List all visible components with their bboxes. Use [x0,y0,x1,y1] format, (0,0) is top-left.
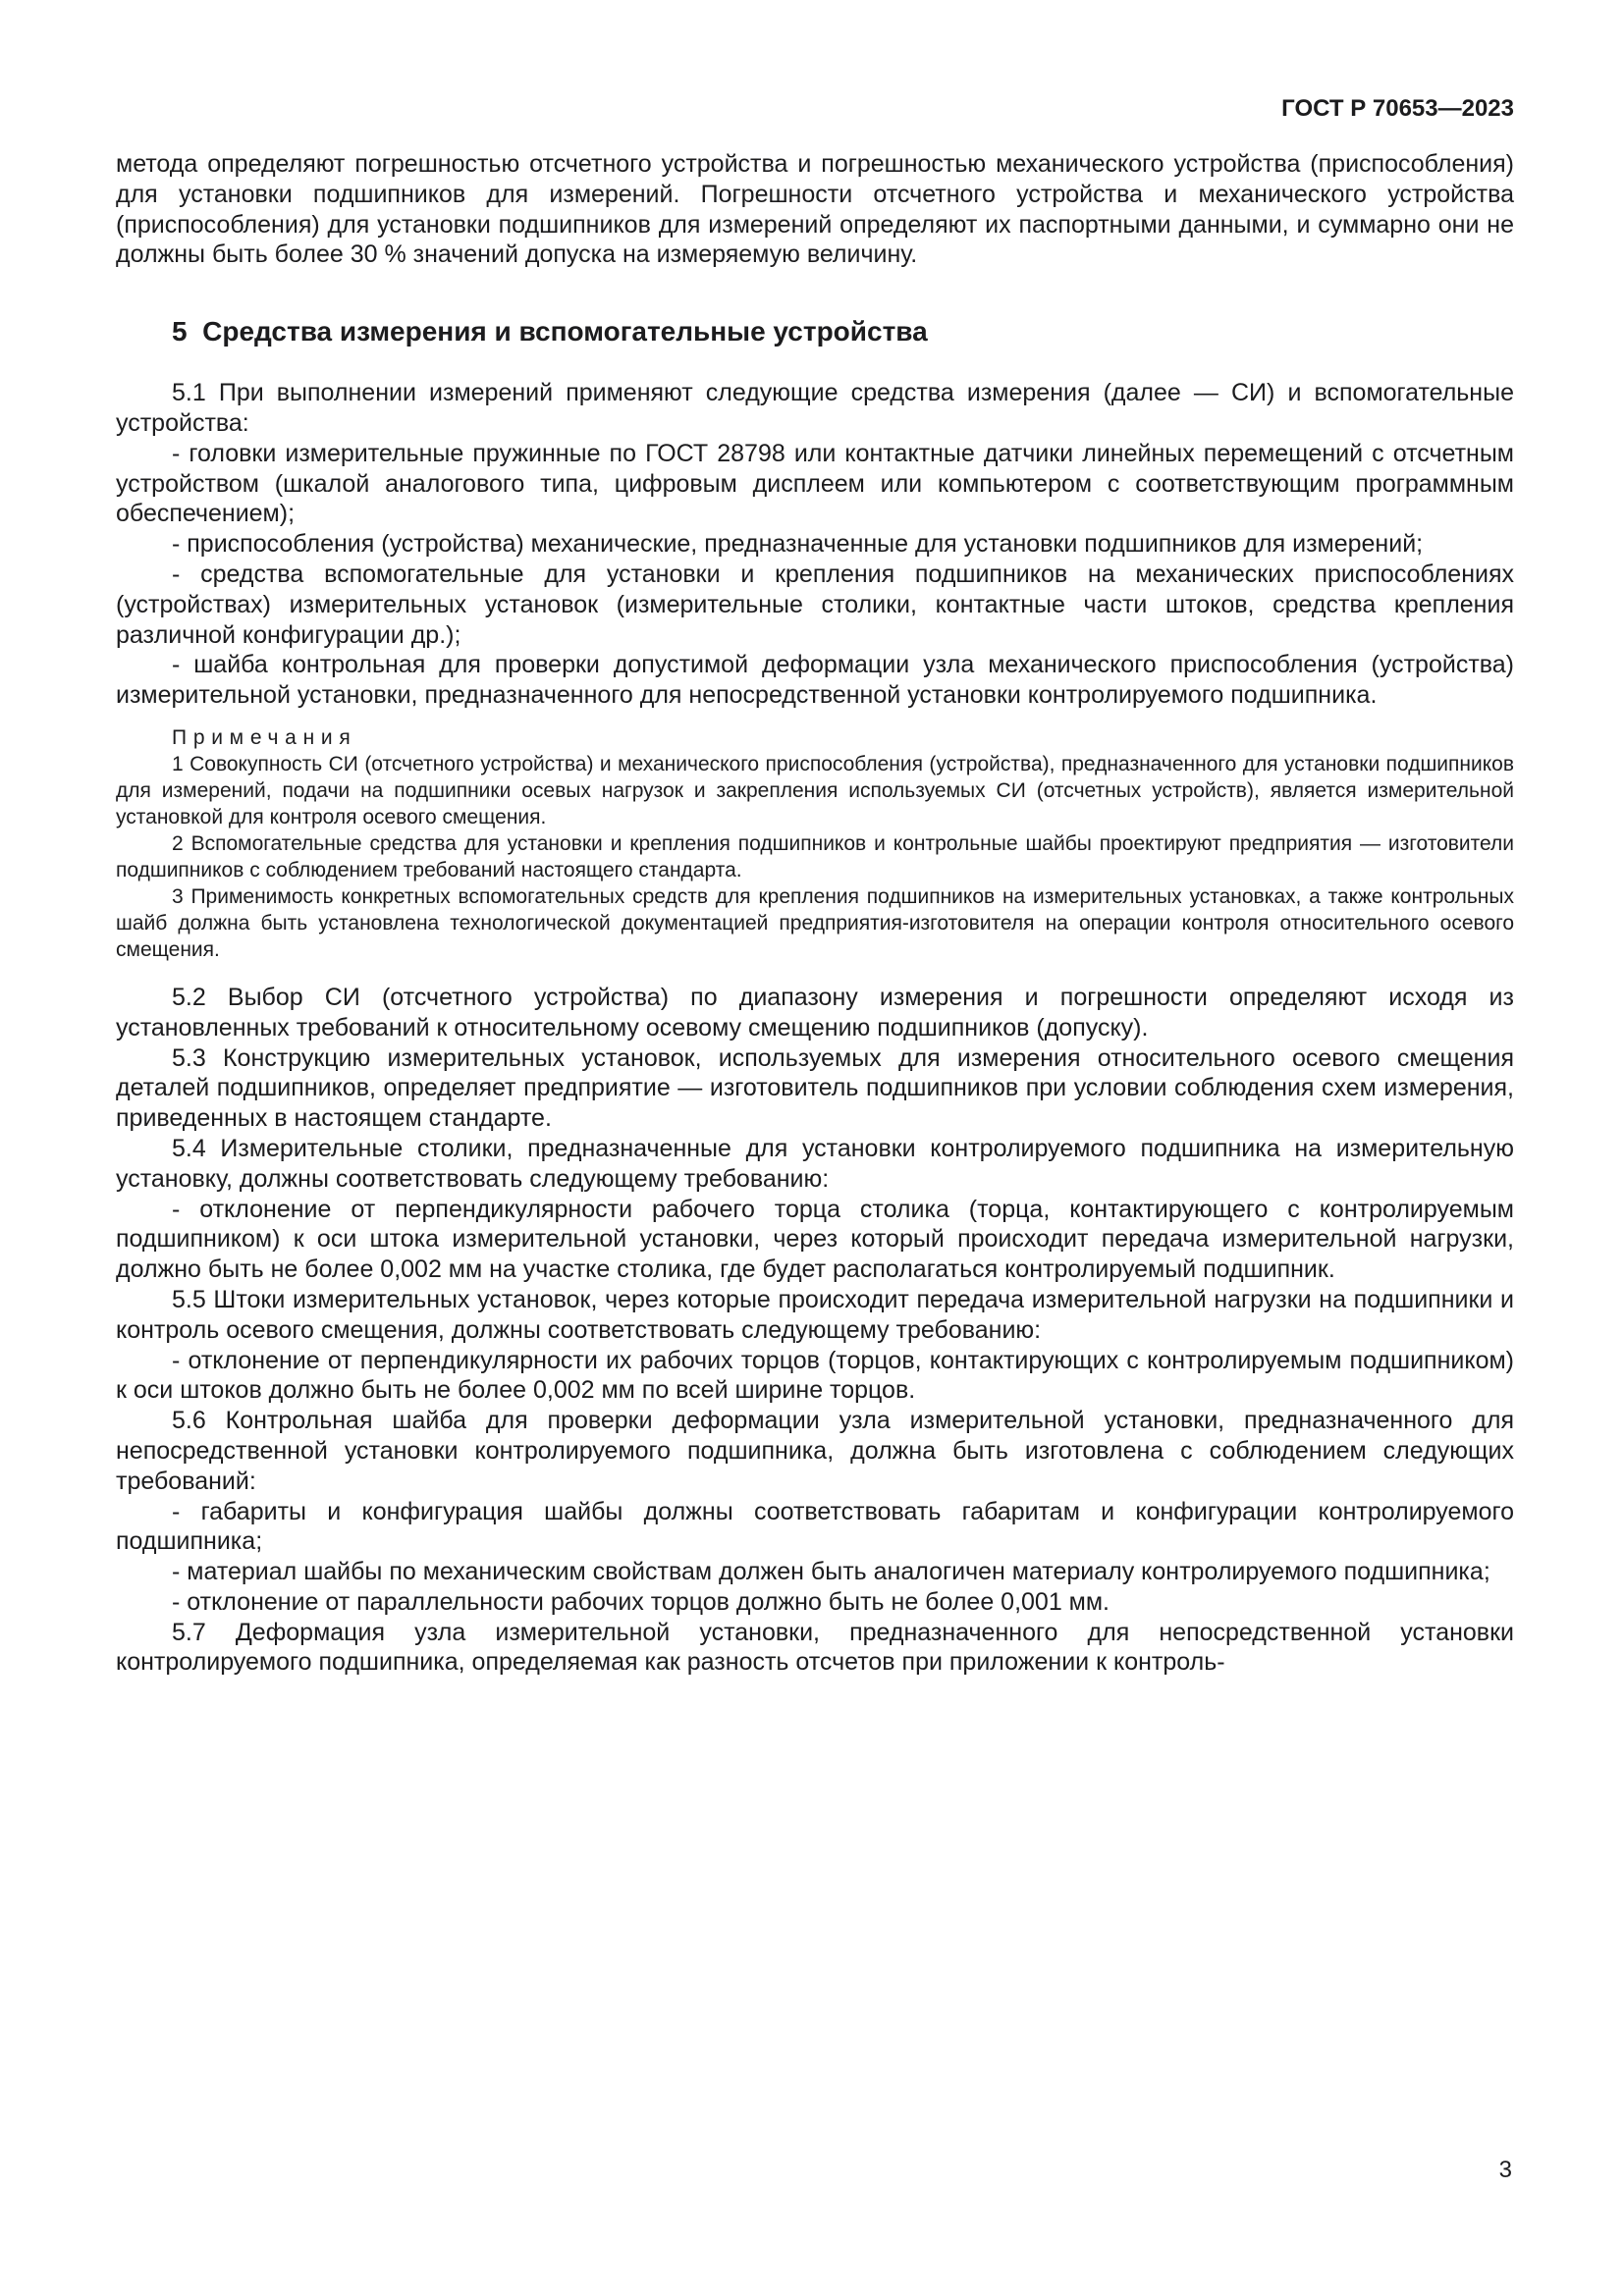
note-2: 2 Вспомогательные средства для установки и крепления подшипников и контрольные шайбы проектируют предприятия — изготовители подшипников с соблюдением требований настоящего стандарта. [116,831,1514,881]
clause-5-6: 5.6 Контрольная шайба для проверки деформации узла измерительной установки, предназначенного для непосредственной установки контролируемого подшипника, должна быть изготовлена с соблюдением следующих требований: [116,1407,1514,1495]
list-item-table-perpendicularity: - отклонение от перпендикулярности рабочего торца столика (торца, контактирующего с контролируемым подшипником) к оси штока измерительной установки, через который происходит передача измерительной нагрузки, должно быть не более 0,002 мм на участке столика, где будет располагаться контролируемый подшипник. [116,1195,1514,1284]
list-item-washer-parallelism: - отклонение от параллельности рабочих торцов должно быть не более 0,001 мм. [172,1587,1110,1616]
section-5-heading: 5 Средства измерения и вспомогательные устройства [172,316,928,347]
paragraph-method-accuracy: метода определяют погрешностью отсчетного устройства и погрешностью механического устройства (приспособления) для установки подшипников для измерений. Погрешности отсчетного устройства и механического устройства (приспособления) для установки подшипников для измерений определяют их паспортными данными, и суммарно они не должны быть более 30 % значений допуска на измеряемую величину. [116,150,1514,269]
list-item-washer-dimensions: - габариты и конфигурация шайбы должны соответствовать габаритам и конфигурации контролируемого подшипника; [116,1497,1514,1556]
list-item-washer-material: - материал шайбы по механическим свойствам должен быть аналогичен материалу контролируемого подшипника; [172,1558,1490,1586]
list-item-control-washer: - шайба контрольная для проверки допустимой деформации узла механического приспособления (устройства) измерительной установки, предназначенного для непосредственной установки контролируемого подшипника. [116,651,1514,710]
list-item-auxiliary-means: - средства вспомогательные для установки и крепления подшипников на механических приспособлениях (устройствах) измерительных установок (измерительные столики, контактные части штоков, средства крепления различной конфигурации др.); [116,560,1514,649]
clause-5-3: 5.3 Конструкцию измерительных установок, используемых для измерения относительного осевого смещения деталей подшипников, определяет предприятие — изготовитель подшипников при условии соблюдения схем измерения, приведенных в настоящем стандарте. [116,1043,1514,1133]
document-body [116,149,1514,1678]
clause-5-2: 5.2 Выбор СИ (отсчетного устройства) по диапазону измерения и погрешности определяют исходя из установленных требований к относительному осевому смещению подшипников (допуску). [116,983,1514,1041]
page-number: 3 [1498,2157,1512,2183]
clause-5-1: 5.1 При выполнении измерений применяют следующие средства измерения (далее — СИ) и вспомогательные устройства: [116,379,1514,437]
clause-5-7: 5.7 Деформация узла измерительной установки, предназначенного для непосредственной установки контролируемого подшипника, определяемая как разность отсчетов при приложении к контроль- [116,1618,1514,1677]
doc-number: ГОСТ Р 70653—2023 [1281,95,1514,122]
note-1: 1 Совокупность СИ (отсчетного устройства) и механического приспособления (устройства), предназначенного для установки подшипников для измерений, подачи на подшипники осевых нагрузок и закрепления используемых СИ (отсчетных устройств), является измерительной установкой для контроля осевого смещения. [116,752,1514,828]
page-footer [1499,2156,1512,2185]
list-item-mechanical-devices: - приспособления (устройства) механические, предназначенные для установки подшипников для измерений; [172,530,1424,559]
notes-label: Примечания [172,725,357,749]
note-3: 3 Применимость конкретных вспомогательных средств для крепления подшипников на измерительных установках, а также контрольных шайб должна быть установлена технологической документацией предприятия-изготовителя на операции контроля относительного осевого смещения. [116,884,1514,961]
list-item-rod-perpendicularity: - отклонение от перпендикулярности их рабочих торцов (торцов, контактирующих с контролируемым подшипником) к оси штоков должно быть не более 0,002 мм по всей ширине торцов. [116,1346,1514,1405]
page-header [116,94,1514,124]
clause-5-4: 5.4 Измерительные столики, предназначенные для установки контролируемого подшипника на измерительную установку, должны соответствовать следующему требованию: [116,1134,1514,1193]
clause-5-5: 5.5 Штоки измерительных установок, через которые происходит передача измерительной нагрузки на подшипники и контроль осевого смещения, должны соответствовать следующему требованию: [116,1285,1514,1344]
list-item-measuring-heads: - головки измерительные пружинные по ГОСТ 28798 или контактные датчики линейных перемещений с отсчетным устройством (шкалой аналогового типа, цифровым дисплеем или компьютером с соответствующим программным обеспечением); [116,439,1514,528]
